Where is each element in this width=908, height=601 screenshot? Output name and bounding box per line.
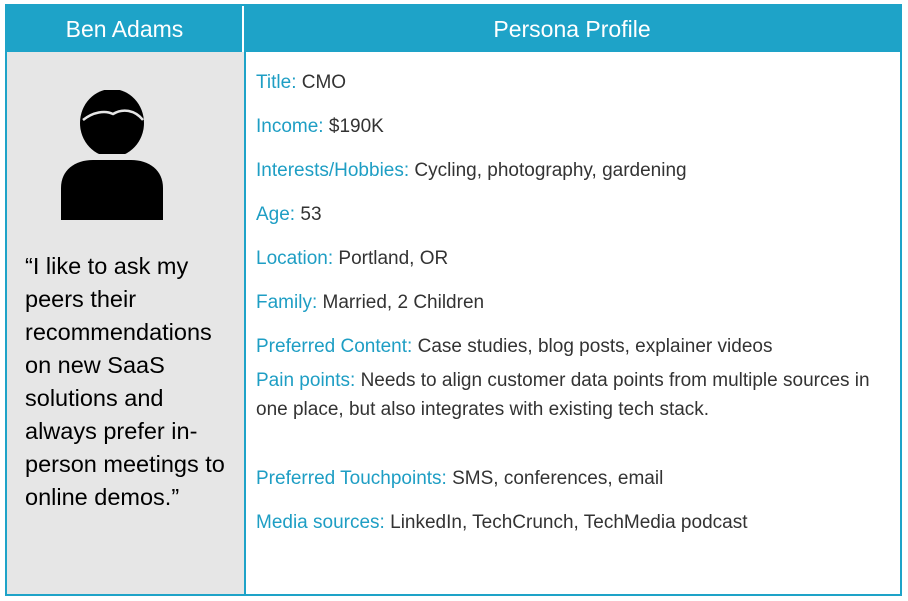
- field-label: Preferred Touchpoints:: [256, 468, 447, 489]
- field-value: LinkedIn, TechCrunch, TechMedia podcast: [390, 512, 748, 533]
- field-value: CMO: [301, 72, 347, 93]
- persona-details: [246, 52, 900, 594]
- field-value: Cycling, photography, gardening: [414, 160, 687, 181]
- field-value: $190K: [328, 116, 384, 137]
- field-label: Interests/Hobbies:: [256, 160, 410, 181]
- field-title: [256, 68, 886, 97]
- field-preferred-touchpoints: [256, 464, 886, 493]
- field-value: SMS, conferences, email: [452, 468, 664, 489]
- user-silhouette-icon: [53, 90, 171, 220]
- field-label: Title:: [256, 72, 297, 93]
- field-media-sources: [256, 508, 886, 537]
- field-pain-points: [256, 366, 871, 424]
- persona-card: [5, 4, 902, 596]
- persona-name: Ben Adams: [7, 6, 244, 52]
- field-label: Income:: [256, 116, 324, 137]
- field-label: Age:: [256, 204, 296, 225]
- field-age: [256, 200, 886, 229]
- persona-summary-panel: [7, 52, 246, 594]
- field-location: [256, 244, 886, 273]
- field-value: Needs to align customer data points from multiple sources in one place, but also integrates with existing tech stack.: [256, 370, 870, 420]
- persona-header: [7, 6, 900, 52]
- field-label: Family:: [256, 292, 318, 313]
- field-label: Location:: [256, 248, 334, 269]
- section-title: Persona Profile: [493, 15, 651, 42]
- field-label: Preferred Content:: [256, 336, 413, 357]
- persona-quote: “I like to ask my peers their recommendations on new SaaS solutions and always prefer in-person meetings to online demos.”: [25, 253, 225, 510]
- field-label: Pain points:: [256, 370, 356, 391]
- field-label: Media sources:: [256, 512, 385, 533]
- field-value: 53: [300, 204, 322, 225]
- field-value: Portland, OR: [338, 248, 449, 269]
- field-value: Case studies, blog posts, explainer videos: [417, 336, 773, 357]
- field-preferred-content: [256, 332, 886, 361]
- field-value: Married, 2 Children: [322, 292, 485, 313]
- field-income: [256, 112, 886, 141]
- field-interests: [256, 156, 886, 185]
- field-family: [256, 288, 886, 317]
